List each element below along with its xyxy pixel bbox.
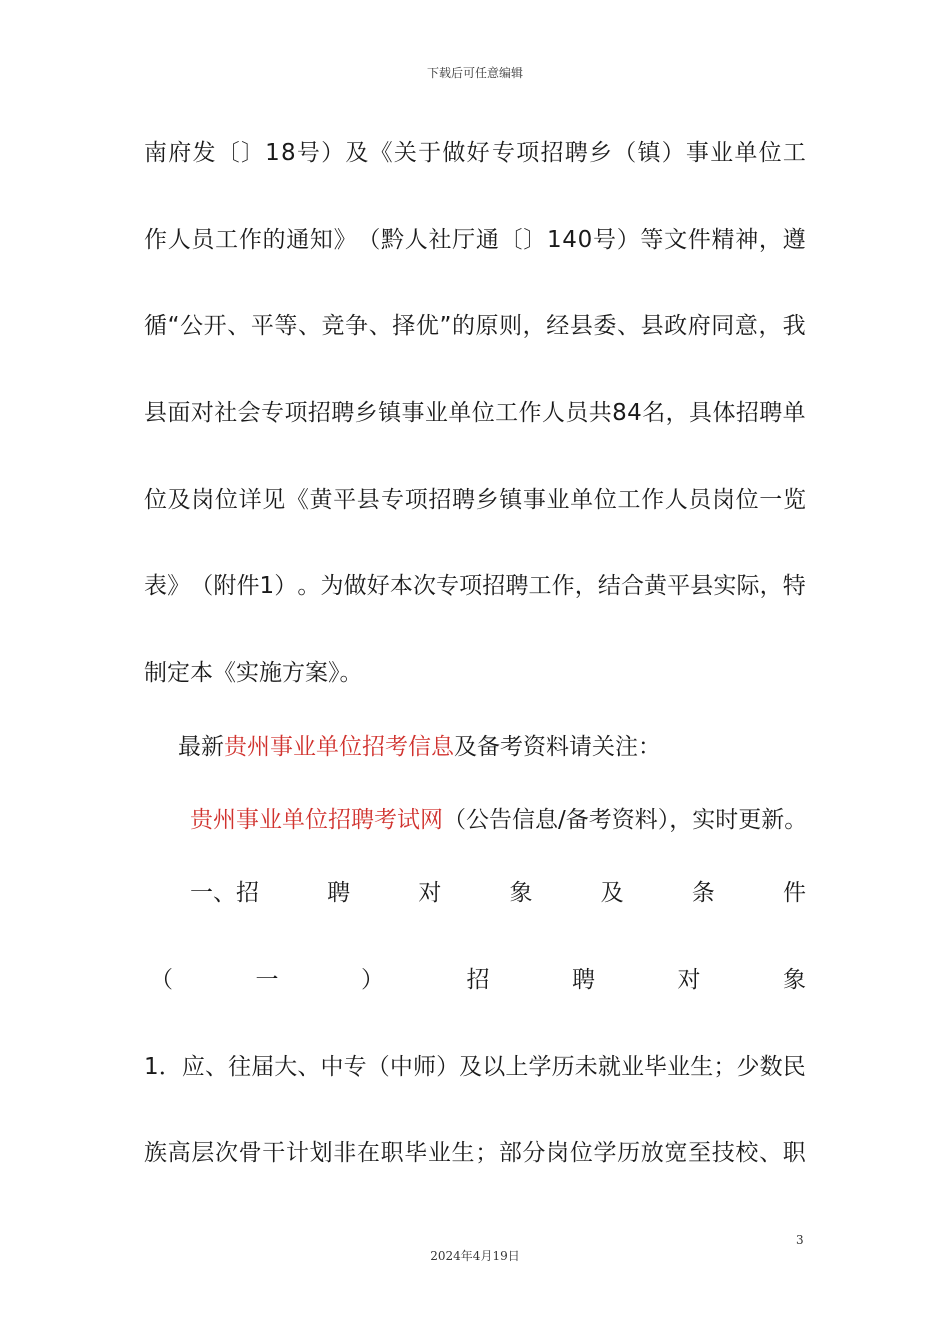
section-heading-char: 对 xyxy=(418,880,442,906)
section-heading-char: 一、招 xyxy=(190,880,259,906)
body-line-6: 表 》 （ 附 件 1 ） 。 为 做 好 本 次 专 项 招 聘 工 作 ， 结 合 黄 平 县 实 际 ， 特 xyxy=(144,573,806,599)
subsection-heading-char: 象 xyxy=(783,967,806,993)
page-header: 下载后可任意编辑 xyxy=(426,66,523,80)
section-heading xyxy=(190,878,806,908)
subsection-heading-char: ） xyxy=(361,967,384,993)
subsection-heading-char: 聘 xyxy=(572,967,595,993)
section-heading-char: 聘 xyxy=(327,880,351,906)
body-line-4: 县 面 对 社 会 专 项 招 聘 乡 镇 事 业 单 位 工 作 人 员 共 8 4 名 ， 具 体 招 聘 单 xyxy=(144,400,806,426)
body-line-2: 作 人 员 工 作 的 通 知 》 （ 黔 人 社 厅 通 〔 〕 1 4 0 号 ） 等 文 件 精 神 ， 遵 xyxy=(144,227,806,253)
section-heading-char: 及 xyxy=(600,880,624,906)
site-line xyxy=(190,805,810,835)
footer-date: 2024年4月19日 xyxy=(430,1249,520,1263)
section-heading-char: 件 xyxy=(782,880,806,906)
exam-site-link[interactable]: 贵州事业单位招聘考试网 xyxy=(190,807,443,833)
notice-suffix: 及备考资料请关注： xyxy=(454,734,661,760)
notice-prefix: 最新 xyxy=(178,734,224,760)
body-line-5: 位 及 岗 位 详 见 《 黄 平 县 专 项 招 聘 乡 镇 事 业 单 位 工 作 人 员 岗 位 一 览 xyxy=(144,487,806,513)
section-heading-char: 条 xyxy=(691,880,715,906)
subsection-heading-char: 招 xyxy=(466,967,490,993)
exam-info-link[interactable]: 贵州事业单位招考信息 xyxy=(224,734,454,760)
section-heading-char: 象 xyxy=(509,880,533,906)
item-line-2: 族 高 层 次 骨 干 计 划 非 在 职 毕 业 生 ； 部 分 岗 位 学 历 放 宽 至 技 校 、 职 xyxy=(144,1140,806,1166)
body-line-3: 循 “ 公 开 、 平 等 、 竞 争 、 择 优 ” 的 原 则 ， 经 县 委 、 县 政 府 同 意 ， 我 xyxy=(144,313,806,339)
subsection-heading-char: 一 xyxy=(255,967,279,993)
body-line-1: 南 府 发 〔 〕 1 8 号 ） 及 《 关 于 做 好 专 项 招 聘 乡 （ 镇 ） 事 业 单 位 工 xyxy=(144,140,806,166)
notice-line xyxy=(178,732,806,762)
subsection-heading-char: （ xyxy=(150,967,173,993)
body-line-7: 制定本《实施方案》。 xyxy=(144,660,363,686)
subsection-heading-char: 对 xyxy=(677,967,701,993)
subsection-heading xyxy=(150,965,806,995)
site-suffix: （公告信息/备考资料），实时更新。 xyxy=(443,807,808,833)
item-line-1: 1 ． 应 、 往 届 大 、 中 专 （ 中 师 ） 及 以 上 学 历 未 就 业 毕 业 生 ； 少 数 民 xyxy=(144,1054,806,1080)
page-number: 3 xyxy=(796,1233,804,1247)
